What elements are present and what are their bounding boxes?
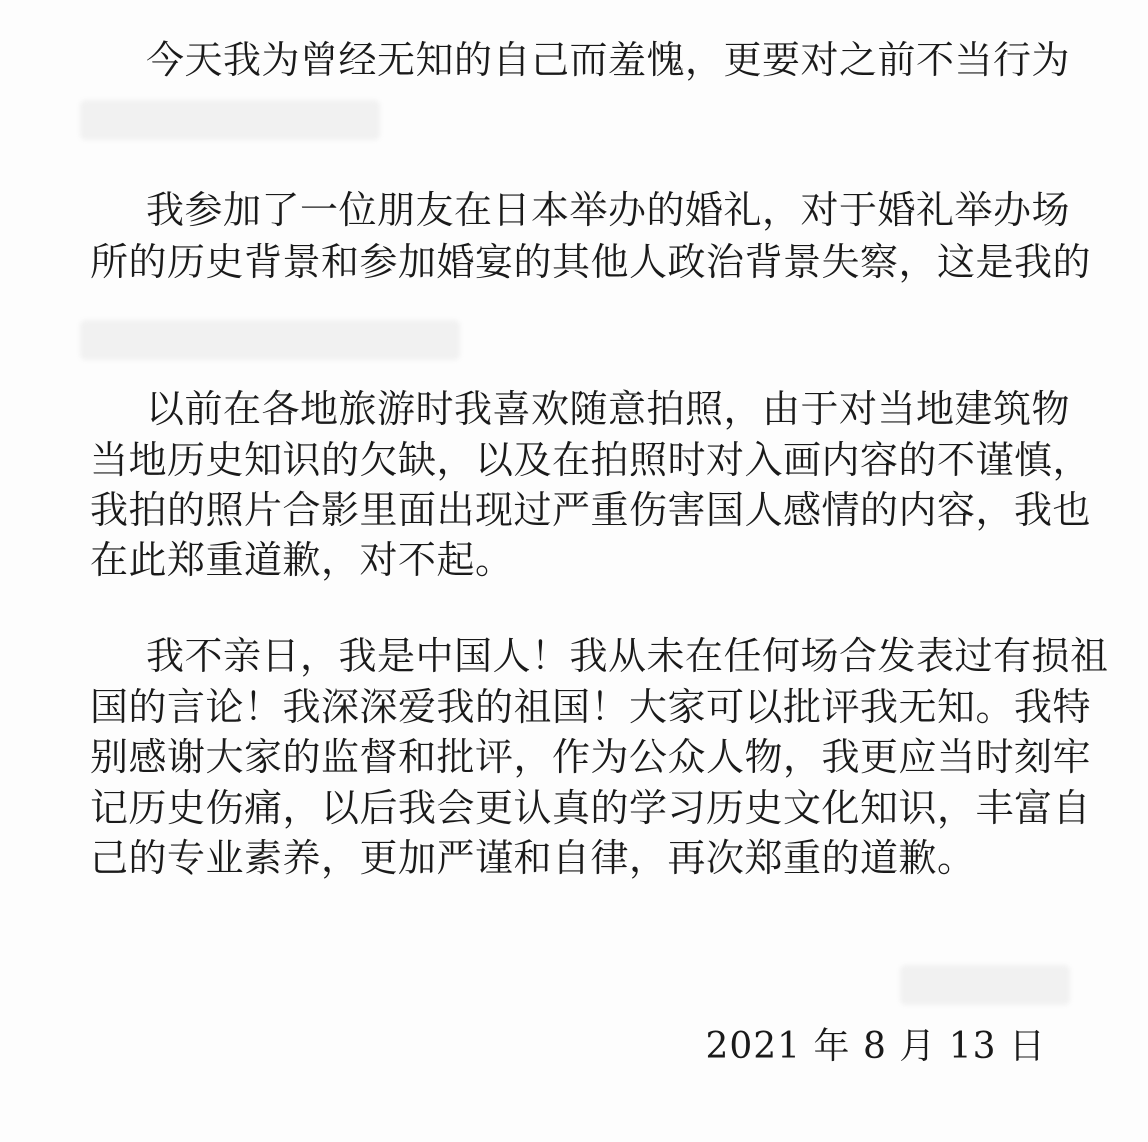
paragraph-4-line-4: 记历史伤痛，以后我会更认真的学习历史文化知识，丰富自	[90, 786, 1092, 830]
redaction-blur	[80, 320, 460, 360]
paragraph-3-line-2: 当地历史知识的欠缺，以及在拍照时对入画内容的不谨慎，	[90, 438, 1092, 482]
paragraph-4-line-1: 我不亲日，我是中国人！我从未在任何场合发表过有损祖	[146, 634, 1109, 678]
paragraph-2-line-2: 所的历史背景和参加婚宴的其他人政治背景失察，这是我的	[90, 240, 1092, 284]
paragraph-3-line-1: 以前在各地旅游时我喜欢随意拍照，由于对当地建筑物	[146, 387, 1071, 431]
paragraph-3-line-3: 我拍的照片合影里面出现过严重伤害国人感情的内容，我也	[90, 488, 1092, 532]
paragraph-4-line-5: 己的专业素养，更加严谨和自律，再次郑重的道歉。	[90, 836, 976, 880]
paragraph-4-line-2: 国的言论！我深深爱我的祖国！大家可以批评我无知。我特	[90, 685, 1092, 729]
paragraph-3-line-4: 在此郑重道歉，对不起。	[90, 538, 514, 582]
paragraph-2-line-1: 我参加了一位朋友在日本举办的婚礼，对于婚礼举办场	[146, 188, 1071, 232]
redaction-blur	[900, 965, 1070, 1005]
redaction-blur	[80, 100, 380, 140]
paragraph-4-line-3: 别感谢大家的监督和批评，作为公众人物，我更应当时刻牢	[90, 735, 1092, 779]
paragraph-1-line-1: 今天我为曾经无知的自己而羞愧，更要对之前不当行为	[146, 38, 1071, 82]
statement-date: 2021 年 8 月 13 日	[705, 1026, 1046, 1067]
